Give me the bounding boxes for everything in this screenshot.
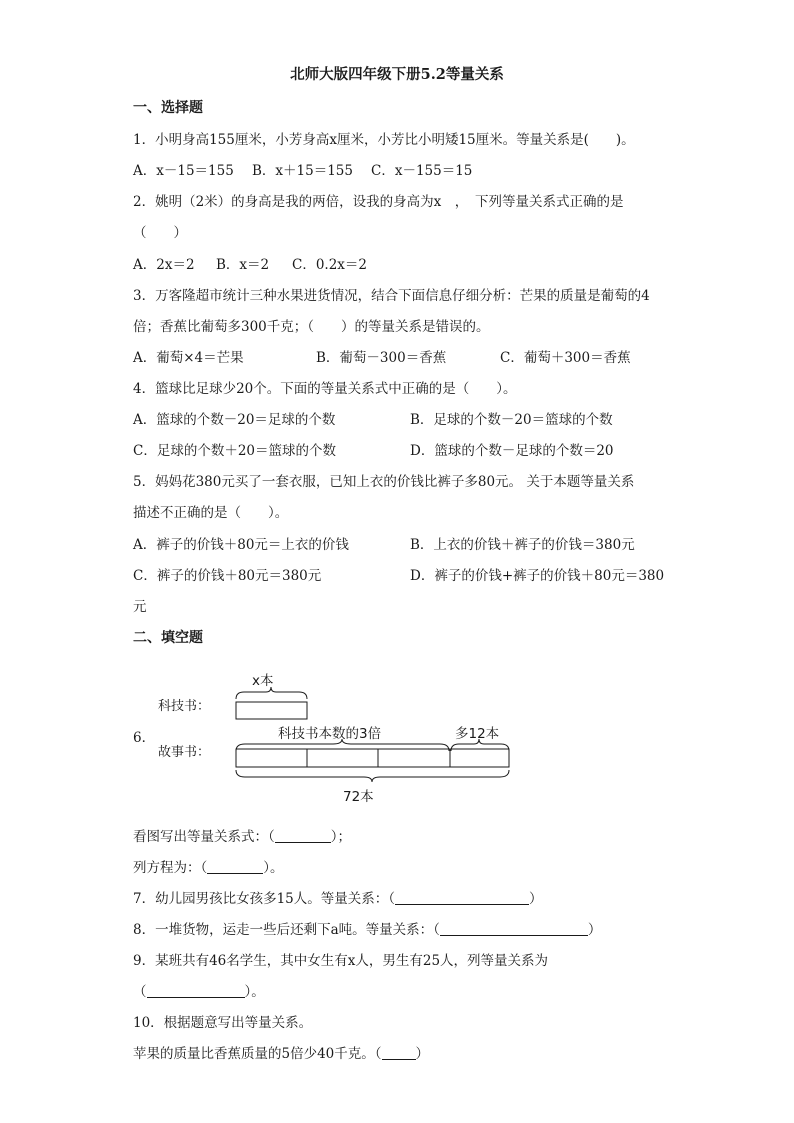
q6-relation-blank[interactable] [275, 829, 331, 843]
q8-suffix: ） [587, 922, 602, 938]
q10-prefix: 苹果的质量比香蕉质量的5倍少40千克。（ [133, 1046, 382, 1062]
q3-stem-line1: 3．万客隆超市统计三种水果进货情况，结合下面信息仔细分析：芒果的质量是葡萄的4 [133, 288, 650, 304]
label-tech-books: 科技书： [158, 699, 211, 714]
q8-prefix: 8．一堆货物，运走一些后还剩下a吨。等量关系：（ [133, 922, 440, 938]
q1-option-b: B．x＋15＝155 [252, 163, 353, 179]
q7-prefix: 7．幼儿园男孩比女孩多15人。等量关系：（ [133, 891, 396, 907]
q2-option-c: C．0.2x＝2 [292, 257, 368, 273]
q7-line [133, 890, 543, 908]
q4-option-a: A．篮球的个数－20＝足球的个数 [133, 412, 336, 428]
label-story-books: 故事书： [158, 745, 211, 760]
q9-answer-line [133, 983, 265, 1001]
q6-relation-line [133, 828, 351, 846]
q5-stem-line2: 描述不正确的是（ ）。 [133, 505, 289, 521]
q6-relation-prefix: 看图写出等量关系式：（ [133, 829, 275, 845]
q6-equation-suffix: ）。 [263, 860, 284, 876]
q1-stem: 1．小明身高155厘米，小芳身高x厘米，小芳比小明矮15厘米。等量关系是( )。 [133, 132, 635, 148]
q2-stem-line2: （ ） [133, 225, 187, 241]
story-books-bar [236, 749, 509, 767]
q6-equation-prefix: 列方程为：（ [133, 860, 208, 876]
q3-option-a: A．葡萄×4＝芒果 [133, 350, 244, 366]
q10-stem: 10．根据题意写出等量关系。 [133, 1015, 313, 1031]
q3-option-b: B．葡萄－300＝香蕉 [316, 350, 447, 366]
q6-number: 6． [133, 730, 156, 746]
q7-blank[interactable] [395, 891, 529, 905]
brace-total [236, 770, 509, 782]
q10-suffix: ） [415, 1046, 430, 1062]
q8-line [133, 921, 601, 939]
q7-suffix: ） [529, 891, 543, 907]
q9-blank[interactable] [147, 984, 245, 998]
section-heading-fill: 二、填空题 [133, 630, 203, 646]
tech-books-bar [236, 702, 307, 719]
q1-option-a: A．x－15＝155 [133, 163, 234, 179]
q6-equation-blank[interactable] [207, 860, 263, 874]
q5-option-b: B．上衣的价钱＋裤子的价钱＝380元 [410, 537, 635, 553]
q6-equation-line [133, 859, 284, 877]
q9-suffix: ）。 [244, 984, 265, 1000]
q5-option-c: C．裤子的价钱＋80元＝380元 [133, 568, 322, 584]
q5-option-d-wrap: 元 [133, 599, 147, 615]
q4-option-b: B．足球的个数－20＝篮球的个数 [410, 412, 613, 428]
q4-stem: 4．篮球比足球少20个。下面的等量关系式中正确的是（ ）。 [133, 381, 517, 397]
label-total-72: 72本 [343, 789, 374, 805]
q3-option-c: C．葡萄＋300＝香蕉 [500, 350, 631, 366]
q9-prefix: （ [133, 984, 147, 1000]
q4-option-c: C．足球的个数＋20＝篮球的个数 [133, 443, 337, 459]
q5-option-d: D．裤子的价钱+裤子的价钱＋80元＝380 [410, 568, 665, 584]
q4-option-d: D．篮球的个数－足球的个数＝20 [410, 443, 614, 459]
q2-option-a: A．2x＝2 [133, 257, 195, 273]
label-triple: 科技书本数的3倍 [278, 726, 382, 742]
q5-stem-line1: 5．妈妈花380元买了一套衣服，已知上衣的价钱比裤子多80元。 关于本题等量关系 [133, 474, 635, 490]
section-heading-choice: 一、选择题 [133, 100, 203, 116]
q6-line-segment-diagram [0, 665, 794, 805]
q9-stem: 9．某班共有46名学生，其中女生有x人，男生有25人，列等量关系为 [133, 953, 549, 969]
page-title: 北师大版四年级下册5.2等量关系 [290, 66, 504, 83]
q5-option-a: A．裤子的价钱＋80元＝上衣的价钱 [133, 537, 349, 553]
label-x-books: x本 [252, 673, 274, 689]
q3-stem-line2: 倍；香蕉比葡萄多300千克；（ ）的等量关系是错误的。 [133, 319, 490, 335]
q10-answer-line [133, 1045, 429, 1063]
brace-x [236, 687, 307, 699]
q1-option-c: C．x－155＝15 [371, 163, 473, 179]
q8-blank[interactable] [440, 922, 588, 936]
q2-stem-line1: 2．姚明（2米）的身高是我的两倍，设我的身高为x ， 下列等量关系式正确的是 [133, 194, 624, 210]
q2-option-b: B．x＝2 [216, 257, 270, 273]
q10-blank[interactable] [382, 1046, 416, 1060]
label-more-12: 多12本 [455, 726, 500, 742]
q6-relation-suffix: ）； [330, 829, 351, 845]
